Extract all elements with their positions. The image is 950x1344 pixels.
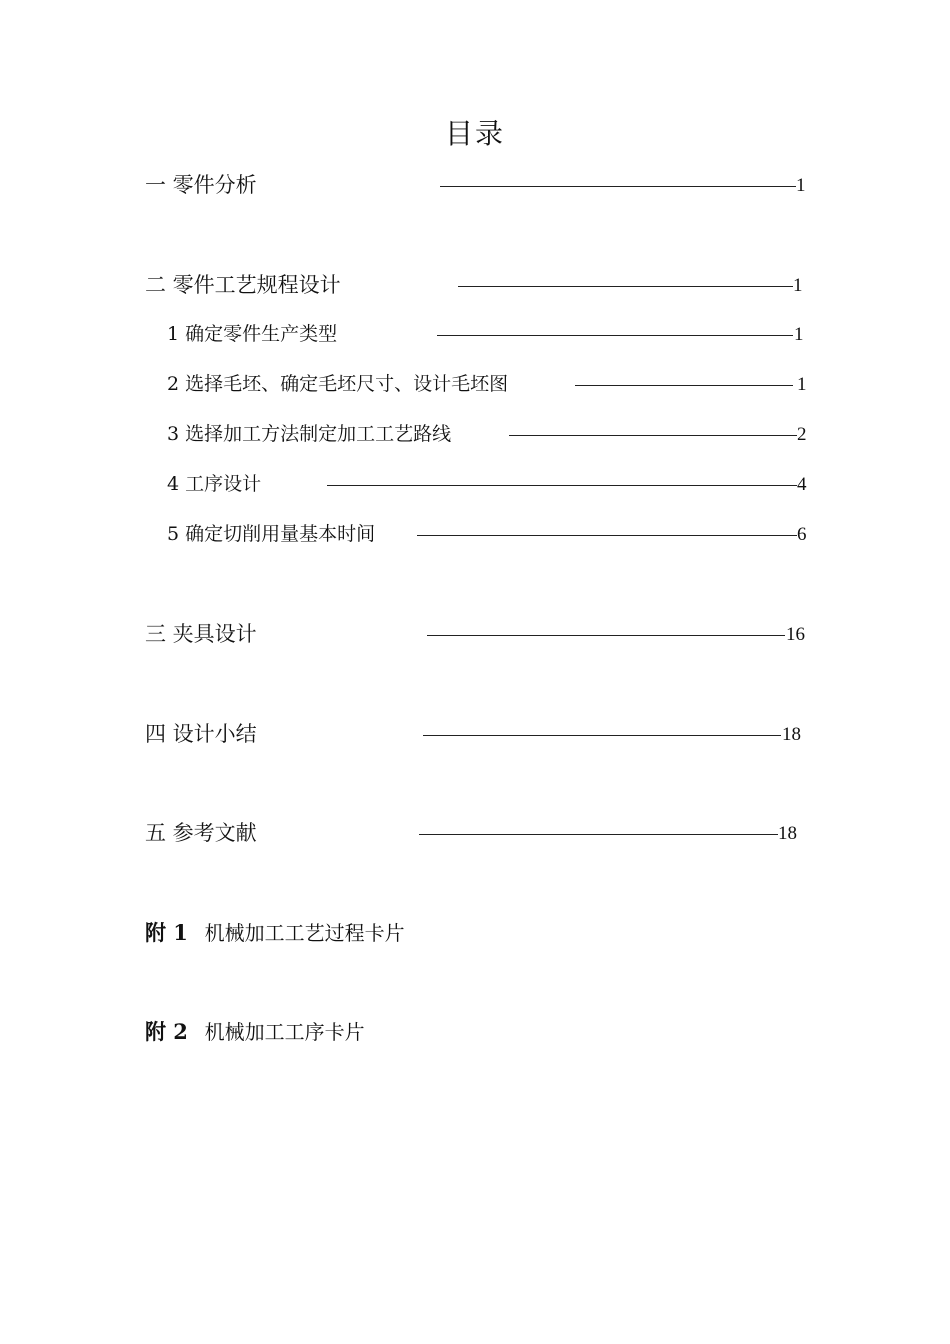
page-title: 目录 — [444, 117, 505, 150]
toc-subentry[interactable] — [167, 319, 815, 349]
toc-entry-label: 3 选择加工方法制定加工工艺路线 — [167, 423, 452, 445]
toc-leader-line — [437, 335, 793, 336]
toc-leader-line — [417, 535, 797, 536]
toc-entry[interactable] — [145, 719, 815, 749]
toc-leader-line — [509, 435, 797, 436]
appendix-mark: 附 1 — [145, 920, 188, 945]
toc-entry[interactable] — [145, 170, 815, 200]
appendix-title: 机械加工工序卡片 — [204, 1020, 365, 1044]
toc-entry-label: 三 夹具设计 — [145, 622, 257, 646]
toc-leader-line — [327, 485, 797, 486]
toc-subentry[interactable] — [167, 469, 815, 499]
appendix-entry[interactable] — [145, 918, 545, 948]
toc-entry-label: 4 工序设计 — [167, 473, 262, 495]
toc-entry-label: 一 零件分析 — [145, 173, 257, 197]
toc-leader-line — [419, 834, 778, 835]
toc-subentry[interactable] — [167, 419, 815, 449]
toc-page-number: 1 — [797, 374, 807, 395]
toc-page-number: 1 — [794, 324, 804, 345]
toc-leader-line — [423, 735, 781, 736]
toc-leader-line — [440, 186, 796, 187]
appendix-label — [145, 1017, 365, 1047]
toc-entry-label: 5 确定切削用量基本时间 — [167, 523, 376, 545]
toc-leader-line — [427, 635, 785, 636]
toc-page-number: 4 — [797, 474, 807, 495]
toc-entry-label: 2 选择毛坯、确定毛坯尺寸、设计毛坯图 — [167, 373, 509, 395]
toc-entry[interactable] — [145, 270, 815, 300]
toc-entry-label: 二 零件工艺规程设计 — [145, 273, 341, 297]
toc-page-number: 1 — [793, 275, 803, 296]
toc-page-number: 18 — [782, 724, 801, 745]
toc-entry[interactable] — [145, 619, 815, 649]
toc-leader-line — [458, 286, 793, 287]
appendix-entry[interactable] — [145, 1017, 545, 1047]
appendix-label — [145, 918, 405, 948]
toc-entry-label: 四 设计小结 — [145, 722, 257, 746]
toc-page-number: 1 — [796, 175, 806, 196]
toc-page-number: 16 — [786, 624, 805, 645]
appendix-title: 机械加工工艺过程卡片 — [204, 921, 405, 945]
toc-leader-line — [575, 385, 793, 386]
toc-page-number: 2 — [797, 424, 807, 445]
toc-subentry[interactable] — [167, 369, 815, 399]
toc-page-number: 6 — [797, 524, 807, 545]
toc-entry[interactable] — [145, 818, 815, 848]
toc-subentry[interactable] — [167, 519, 815, 549]
toc-entry-label: 1 确定零件生产类型 — [167, 323, 338, 345]
appendix-mark: 附 2 — [145, 1019, 188, 1044]
toc-entry-label: 五 参考文献 — [145, 821, 257, 845]
toc-page-number: 18 — [778, 823, 797, 844]
